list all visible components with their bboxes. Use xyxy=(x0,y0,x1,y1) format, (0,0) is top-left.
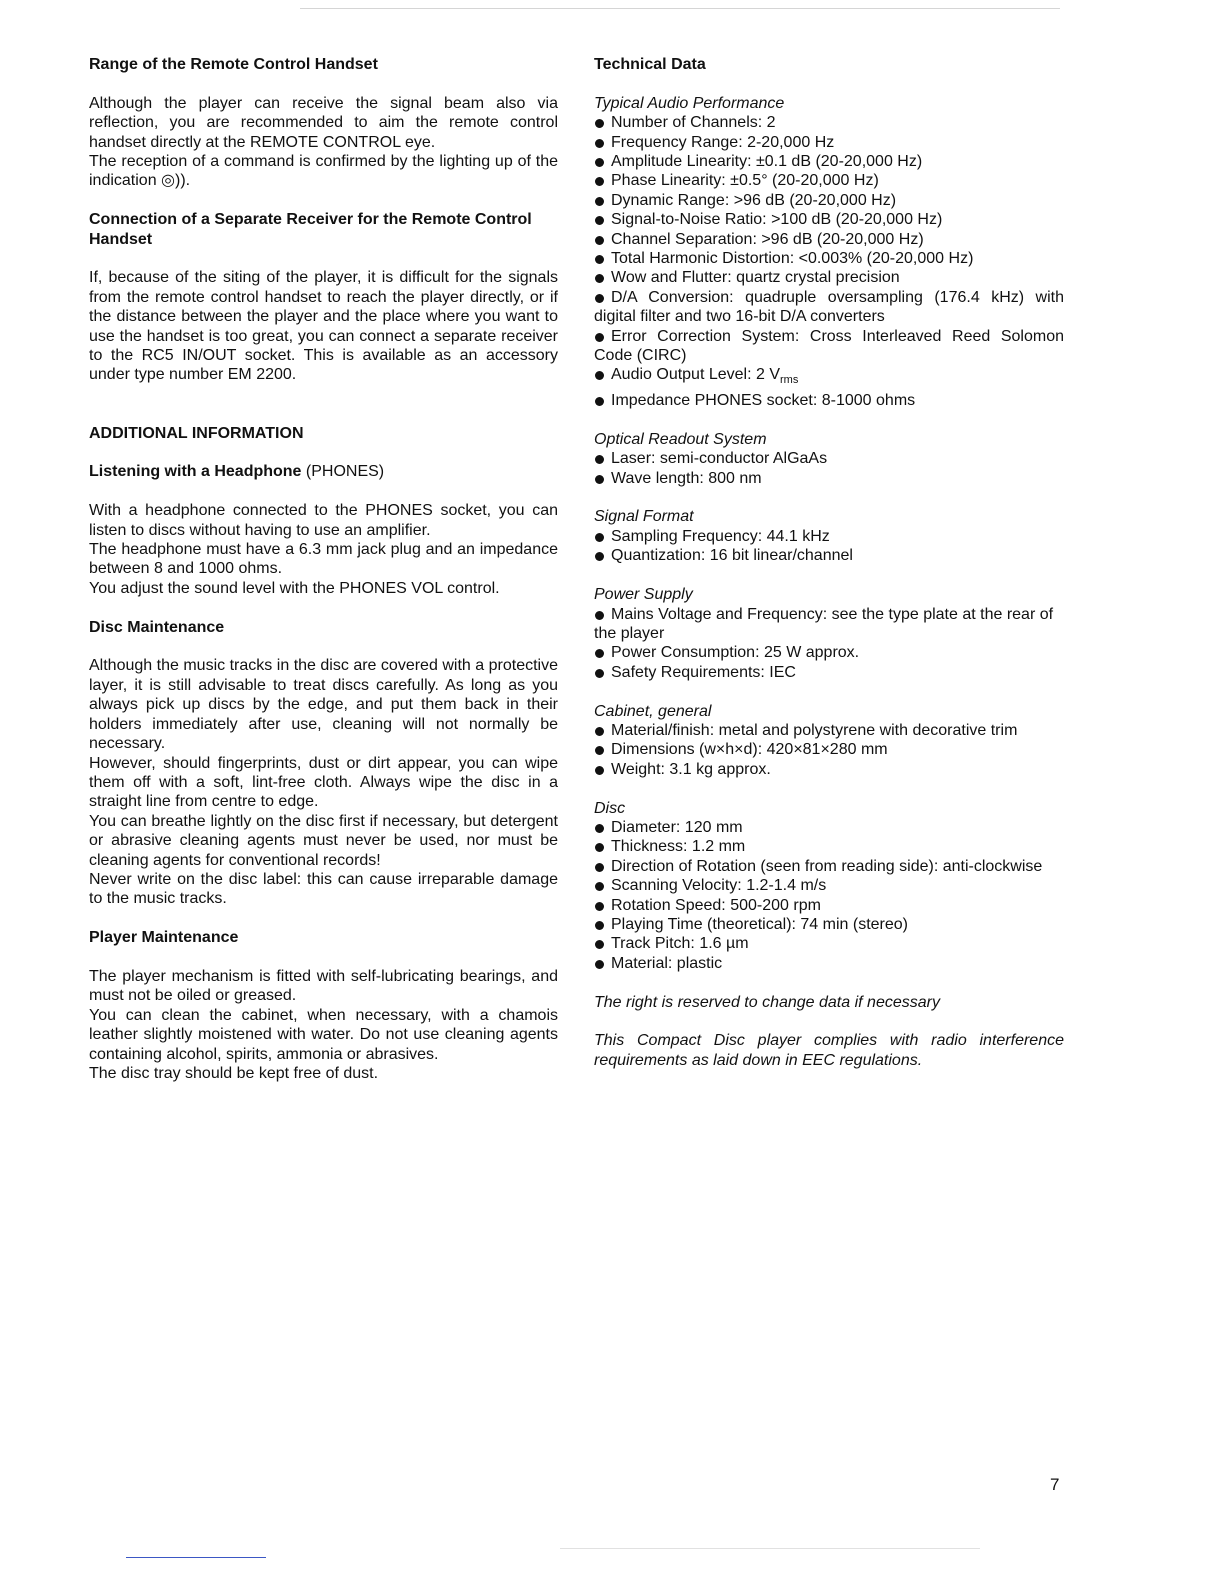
list-item: Track Pitch: 1.6 µm xyxy=(594,934,1064,953)
footer-rule xyxy=(126,1557,266,1558)
audio-performance-heading: Typical Audio Performance xyxy=(594,94,785,112)
disc-paragraph-3: You can breathe lightly on the disc first if necessary, but detergent or abrasive cleaning agents must never be used, nor must be cleaning agents for conventional records! xyxy=(89,812,558,869)
power-supply-list xyxy=(594,605,1064,683)
list-item: Weight: 3.1 kg approx. xyxy=(594,760,1064,779)
signal-format-heading: Signal Format xyxy=(594,508,694,526)
optical-readout-list xyxy=(594,449,1064,488)
range-paragraph-2: The reception of a command is confirmed by the lighting up of the indication ◎)). xyxy=(89,153,558,190)
list-item: Impedance PHONES socket: 8-1000 ohms xyxy=(594,391,1064,410)
page-number: 7 xyxy=(1050,1475,1060,1494)
list-item: Wow and Flutter: quartz crystal precision xyxy=(594,268,1064,287)
listening-paragraph-1: With a headphone connected to the PHONES socket, you can listen to discs without having to use an amplifier. xyxy=(89,502,558,539)
audio-output-subscript: rms xyxy=(780,374,799,387)
list-item: D/A Conversion: quadruple oversampling (176.4 kHz) with digital filter and two 16-bit D/A converters xyxy=(594,288,1064,326)
list-item: Power Consumption: 25 W approx. xyxy=(594,643,1064,662)
list-item: Laser: semi-conductor AlGaAs xyxy=(594,449,1064,468)
left-column xyxy=(89,55,558,1083)
cabinet-list xyxy=(594,721,1064,779)
list-item: Total Harmonic Distortion: <0.003% (20-20,000 Hz) xyxy=(594,249,1064,268)
list-item: Channel Separation: >96 dB (20-20,000 Hz) xyxy=(594,230,1064,249)
right-column xyxy=(594,55,1064,1070)
list-item: Material: plastic xyxy=(594,954,1064,973)
disc-spec-heading: Disc xyxy=(594,799,626,817)
scan-artifact-bottom xyxy=(560,1548,980,1549)
list-item xyxy=(594,365,1064,391)
listening-heading-suffix: (PHONES) xyxy=(301,463,385,481)
list-item: Error Correction System: Cross Interleaved Reed Solomon Code (CIRC) xyxy=(594,327,1064,365)
range-paragraph-1: Although the player can receive the signal beam also via reflection, you are recommended to aim the remote control handset directly at the REMOTE CONTROL eye. xyxy=(89,94,558,151)
list-item: Playing Time (theoretical): 74 min (stereo) xyxy=(594,915,1064,934)
list-item: Safety Requirements: IEC xyxy=(594,663,1064,682)
list-item: Thickness: 1.2 mm xyxy=(594,837,1064,856)
technical-data-heading: Technical Data xyxy=(594,56,706,73)
signal-format-list xyxy=(594,527,1064,566)
reserved-note: The right is reserved to change data if necessary xyxy=(594,993,940,1011)
list-item: Phase Linearity: ±0.5° (20-20,000 Hz) xyxy=(594,171,1064,190)
list-item: Frequency Range: 2-20,000 Hz xyxy=(594,133,1064,152)
list-item: Mains Voltage and Frequency: see the type plate at the rear of the player xyxy=(594,605,1064,644)
scan-artifact-top xyxy=(300,8,1060,9)
player-maintenance-heading: Player Maintenance xyxy=(89,929,239,947)
disc-maintenance-heading: Disc Maintenance xyxy=(89,618,225,636)
connection-heading: Connection of a Separate Receiver for the Remote Control Handset xyxy=(89,211,532,248)
list-item: Rotation Speed: 500-200 rpm xyxy=(594,896,1064,915)
connection-paragraph: If, because of the siting of the player, it is difficult for the signals from the remote control handset to reach the player directly, or if the distance between the player and the place where you want to use the handset is too great, you can connect a separate receiver to the RC5 IN/OUT socket. This is available as an accessory under type number EM 2200. xyxy=(89,269,558,384)
player-paragraph-1: The player mechanism is fitted with self-lubricating bearings, and must not be oiled or greased. xyxy=(89,967,558,1005)
compliance-note: This Compact Disc player complies with radio interference requirements as laid down in EEC regulations. xyxy=(594,1032,1064,1069)
audio-output-text: Audio Output Level: 2 V xyxy=(611,366,780,384)
list-item: Scanning Velocity: 1.2-1.4 m/s xyxy=(594,876,1064,895)
list-item: Direction of Rotation (seen from reading side): anti-clockwise xyxy=(594,857,1064,876)
list-item: Wave length: 800 nm xyxy=(594,469,1064,488)
optical-readout-heading: Optical Readout System xyxy=(594,430,767,448)
player-paragraph-2: You can clean the cabinet, when necessary, with a chamois leather slightly moistened with water. Do not use cleaning agents containing alcohol, spirits, ammonia or abrasives. xyxy=(89,1006,558,1063)
disc-paragraph-4: Never write on the disc label: this can cause irreparable damage to the music tracks. xyxy=(89,870,558,908)
cabinet-heading: Cabinet, general xyxy=(594,702,712,720)
list-item: Diameter: 120 mm xyxy=(594,818,1064,837)
additional-information-heading: ADDITIONAL INFORMATION xyxy=(89,424,304,442)
audio-performance-list xyxy=(594,113,1064,410)
list-item: Material/finish: metal and polystyrene with decorative trim xyxy=(594,721,1064,740)
listening-paragraph-3: You adjust the sound level with the PHONES VOL control. xyxy=(89,579,500,597)
list-item: Signal-to-Noise Ratio: >100 dB (20-20,000 Hz) xyxy=(594,210,1064,229)
list-item: Dimensions (w×h×d): 420×81×280 mm xyxy=(594,740,1064,759)
disc-paragraph-1: Although the music tracks in the disc are covered with a protective layer, it is still advisable to treat discs carefully. As long as you always pick up discs by the edge, and put them back in their holders immediately after use, cleaning will not normally be necessary. xyxy=(89,657,558,753)
range-heading: Range of the Remote Control Handset xyxy=(89,56,378,73)
list-item: Number of Channels: 2 xyxy=(594,113,1064,132)
disc-paragraph-2: However, should fingerprints, dust or dirt appear, you can wipe them off with a soft, lint-free cloth. Always wipe the disc in a straight line from centre to edge. xyxy=(89,754,558,811)
list-item: Dynamic Range: >96 dB (20-20,000 Hz) xyxy=(594,191,1064,210)
list-item: Quantization: 16 bit linear/channel xyxy=(594,546,1064,565)
player-paragraph-3: The disc tray should be kept free of dust. xyxy=(89,1064,379,1082)
listening-heading-text: Listening with a Headphone xyxy=(89,463,302,481)
disc-spec-list xyxy=(594,818,1064,973)
list-item: Sampling Frequency: 44.1 kHz xyxy=(594,527,1064,546)
listening-heading xyxy=(89,462,558,481)
list-item: Amplitude Linearity: ±0.1 dB (20-20,000 Hz) xyxy=(594,152,1064,171)
power-supply-heading: Power Supply xyxy=(594,586,693,604)
listening-paragraph-2: The headphone must have a 6.3 mm jack plug and an impedance between 8 and 1000 ohms. xyxy=(89,541,558,578)
